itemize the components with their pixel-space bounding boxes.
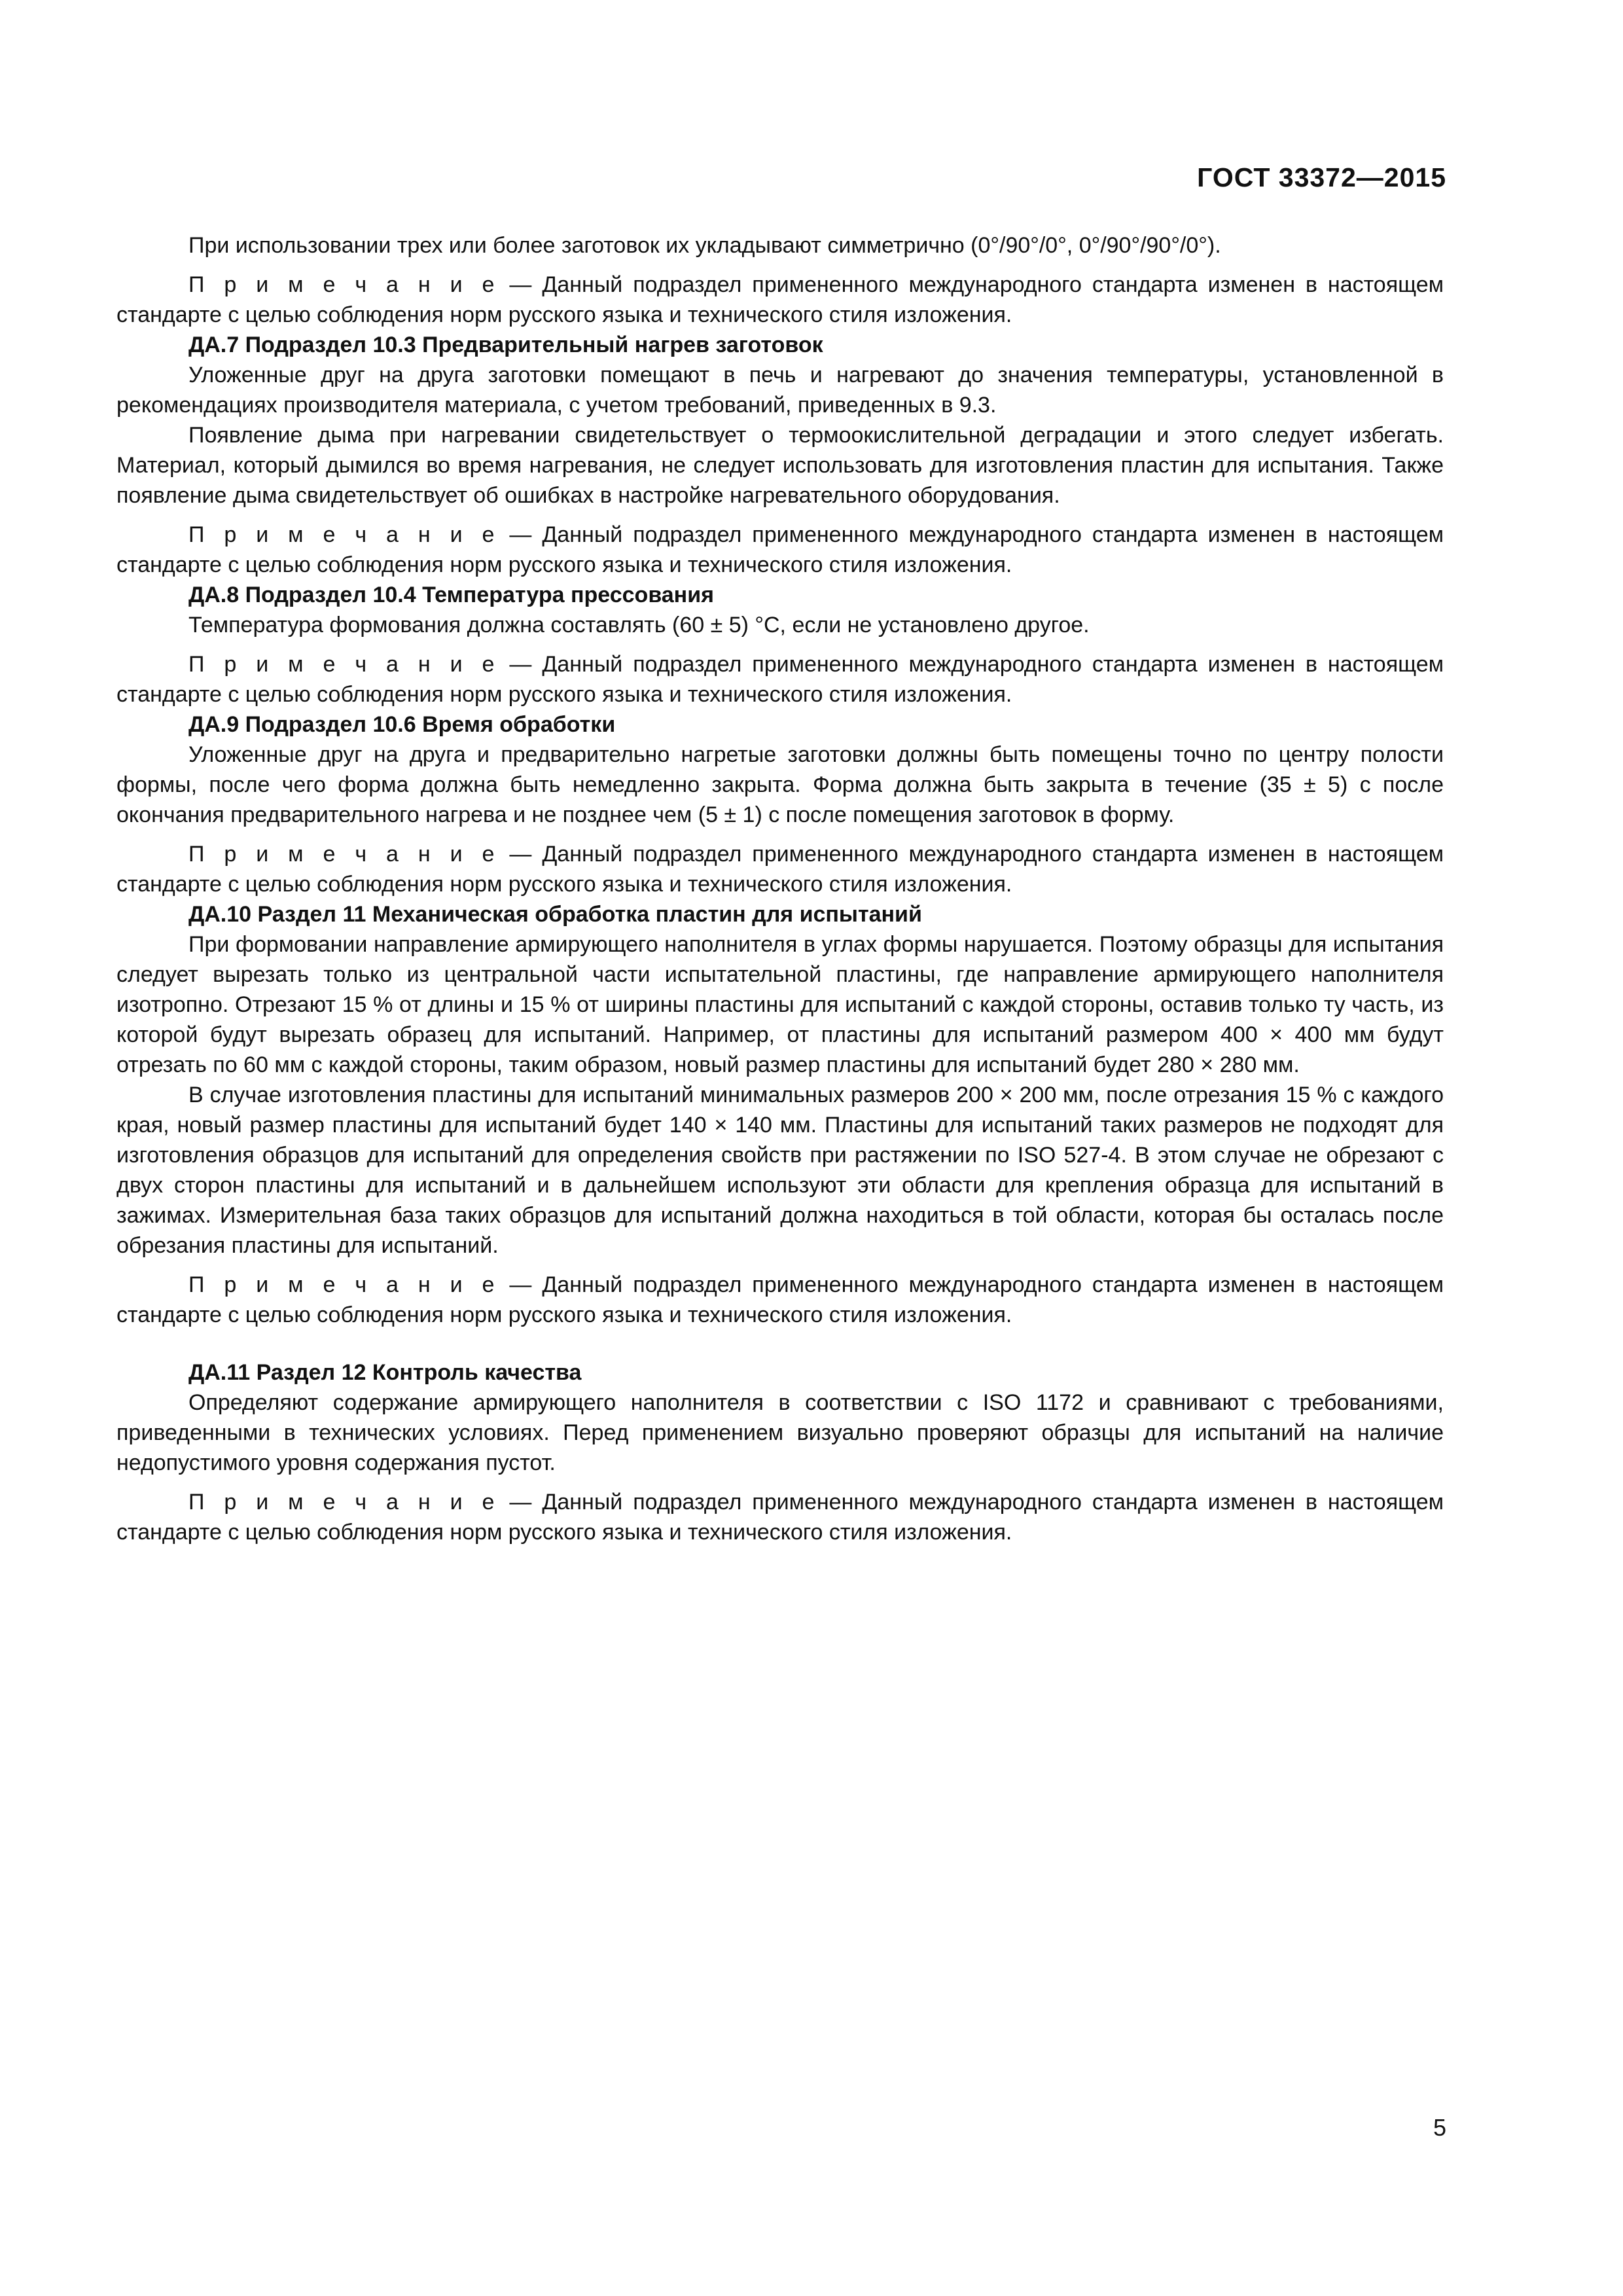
note <box>116 1270 1444 1330</box>
section-heading-da8: ДА.8 Подраздел 10.4 Температура прессования <box>188 583 714 607</box>
note-label: П р и м е ч а н и е <box>188 272 499 297</box>
section-heading-da7: ДА.7 Подраздел 10.3 Предварительный нагрев заготовок <box>188 332 823 357</box>
paragraph: Температура формования должна составлять (60 ± 5) °С, если не установлено другое. <box>188 613 1090 637</box>
intro-paragraph: При использовании трех или более заготовок их укладывают симметрично (0°/90°/0°, 0°/90°/90°/0°). <box>188 233 1221 258</box>
note <box>116 839 1444 899</box>
note-label: П р и м е ч а н и е <box>188 1490 499 1515</box>
note-text: — Данный подраздел примененного международного стандарта изменен в настоящем стандарте с целью соблюдения норм русского языка и технического стиля изложения. <box>116 1272 1444 1327</box>
note-label: П р и м е ч а н и е <box>188 522 499 547</box>
note <box>116 649 1444 709</box>
note-text: — Данный подраздел примененного международного стандарта изменен в настоящем стандарте с целью соблюдения норм русского языка и технического стиля изложения. <box>116 272 1444 327</box>
note-text: — Данный подраздел примененного международного стандарта изменен в настоящем стандарте с целью соблюдения норм русского языка и технического стиля изложения. <box>116 1490 1444 1545</box>
note-text: — Данный подраздел примененного международного стандарта изменен в настоящем стандарте с целью соблюдения норм русского языка и технического стиля изложения. <box>116 522 1444 577</box>
document-body <box>116 230 1444 1547</box>
document-code: ГОСТ 33372—2015 <box>1197 162 1446 192</box>
note-text: — Данный подраздел примененного международного стандарта изменен в настоящем стандарте с целью соблюдения норм русского языка и технического стиля изложения. <box>116 652 1444 707</box>
paragraph: Определяют содержание армирующего наполнителя в соответствии с ISO 1172 и сравнивают с требованиями, приведенными в технических условиях. Перед применением визуально проверяют образцы для испытаний на наличие недопустимого уровня содержания пустот. <box>116 1390 1444 1475</box>
paragraph: Уложенные друг на друга заготовки помещают в печь и нагревают до значения температуры, установленной в рекомендациях производителя материала, с учетом требований, приведенных в 9.3. <box>116 363 1444 418</box>
section-heading-da10: ДА.10 Раздел 11 Механическая обработка пластин для испытаний <box>188 902 922 927</box>
note <box>116 1487 1444 1547</box>
paragraph: Уложенные друг на друга и предварительно нагретые заготовки должны быть помещены точно по центру полости формы, после чего форма должна быть немедленно закрыта. Форма должна быть закрыта в течение (35 ± 5) с после окончания предварительного нагрева и не позднее чем (5 ± 1) с после помещения заготовок в форму. <box>116 742 1444 827</box>
paragraph: При формовании направление армирующего наполнителя в углах формы нарушается. Поэтому образцы для испытания следует вырезать только из центральной части испытательной пластины, где направление армирующего наполнителя изотропно. Отрезают 15 % от длины и 15 % от ширины пластины для испытаний с каждой стороны, оставив только ту часть, из которой будут вырезать образец для испытаний. Например, от пластины для испытаний размером 400 × 400 мм будут отрезать по 60 мм с каждой стороны, таким образом, новый размер пластины для испытаний будет 280 × 280 мм. <box>116 932 1444 1077</box>
page-number: 5 <box>1433 2114 1446 2141</box>
note-label: П р и м е ч а н и е <box>188 652 499 677</box>
note <box>116 520 1444 580</box>
note-label: П р и м е ч а н и е <box>188 1272 499 1297</box>
note <box>116 270 1444 330</box>
paragraph: В случае изготовления пластины для испытаний минимальных размеров 200 × 200 мм, после отрезания 15 % с каждого края, новый размер пластины для испытаний будет 140 × 140 мм. Пластины для испытаний таких размеров не подходят для изготовления образцов для испытаний для определения свойств при растяжении по ISO 527-4. В этом случае не обрезают с двух сторон пластины для испытаний и в дальнейшем используют эти области для крепления образца для испытаний в зажимах. Измерительная база таких образцов для испытаний должна находиться в той области, которая бы осталась после обрезания пластины для испытаний. <box>116 1083 1444 1258</box>
paragraph: Появление дыма при нагревании свидетельствует о термоокислительной деградации и этого следует избегать. Материал, который дымился во время нагревания, не следует использовать для изготовления пластин для испытания. Также появление дыма свидетельствует об ошибках в настройке нагревательного оборудования. <box>116 423 1444 508</box>
note-text: — Данный подраздел примененного международного стандарта изменен в настоящем стандарте с целью соблюдения норм русского языка и технического стиля изложения. <box>116 842 1444 897</box>
section-heading-da9: ДА.9 Подраздел 10.6 Время обработки <box>188 712 616 737</box>
note-label: П р и м е ч а н и е <box>188 842 499 867</box>
section-heading-da11: ДА.11 Раздел 12 Контроль качества <box>188 1360 582 1385</box>
